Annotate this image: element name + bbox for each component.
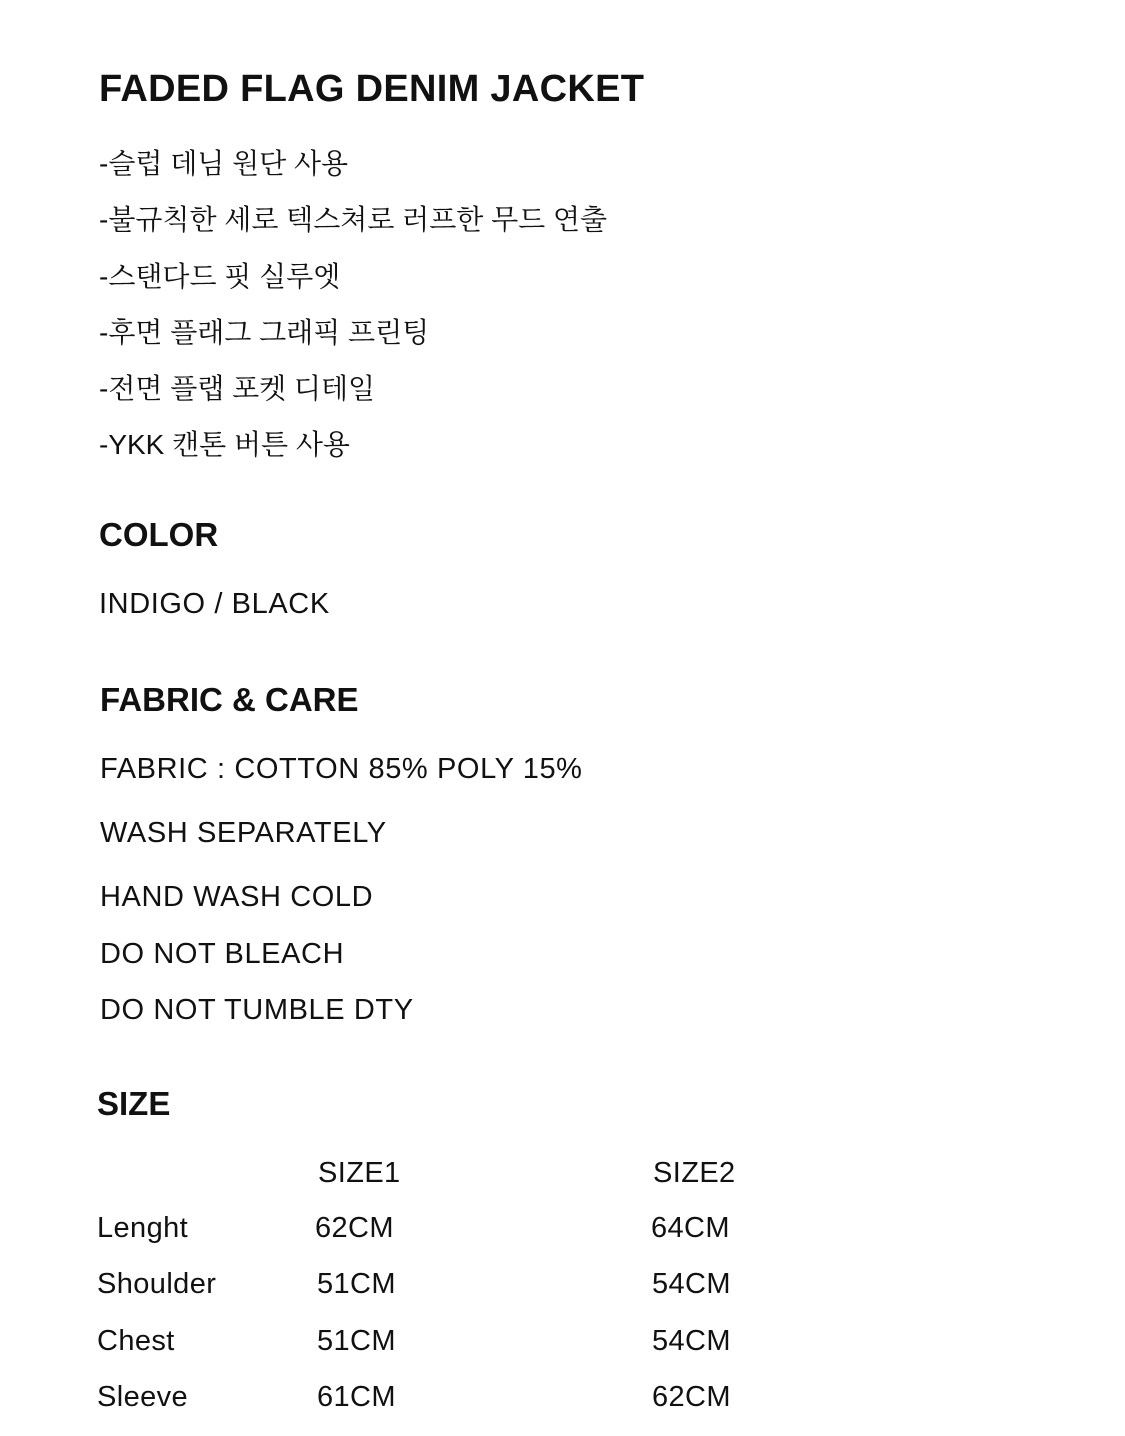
size-value: 51CM xyxy=(317,1268,396,1300)
feature-line: -불규칙한 세로 텍스쳐로 러프한 무드 연출 xyxy=(99,204,608,235)
fabric-care-heading: FABRIC & CARE xyxy=(100,681,359,718)
care-line: HAND WASH COLD xyxy=(100,881,374,913)
feature-line: -슬럽 데님 원단 사용 xyxy=(99,148,349,179)
feature-line: -YKK 캔톤 버튼 사용 xyxy=(99,429,350,460)
size-row-label: Sleeve xyxy=(97,1381,189,1413)
size-value: 61CM xyxy=(317,1381,396,1413)
feature-line: -스탠다드 핏 실루엣 xyxy=(99,261,341,292)
size-row-label: Chest xyxy=(97,1325,175,1357)
care-line: DO NOT TUMBLE DTY xyxy=(100,994,414,1026)
size-column-header: SIZE2 xyxy=(653,1157,736,1189)
size-row-label: Shoulder xyxy=(97,1268,217,1300)
size-value: 51CM xyxy=(317,1325,396,1357)
color-value: INDIGO / BLACK xyxy=(99,588,330,620)
size-value: 62CM xyxy=(652,1381,731,1413)
size-value: 54CM xyxy=(652,1325,731,1357)
feature-line: -후면 플래그 그래픽 프린팅 xyxy=(99,317,430,348)
size-value: 64CM xyxy=(651,1212,730,1244)
size-value: 62CM xyxy=(315,1212,394,1244)
care-line: DO NOT BLEACH xyxy=(100,938,345,970)
feature-line: -전면 플랩 포켓 디테일 xyxy=(99,373,376,404)
size-column-header: SIZE1 xyxy=(318,1157,401,1189)
size-value: 54CM xyxy=(652,1268,731,1300)
fabric-line: FABRIC : COTTON 85% POLY 15% xyxy=(100,753,583,785)
color-heading: COLOR xyxy=(99,516,219,553)
size-row-label: Lenght xyxy=(97,1212,189,1244)
size-heading: SIZE xyxy=(97,1085,171,1122)
care-line: WASH SEPARATELY xyxy=(100,817,387,849)
product-title: FADED FLAG DENIM JACKET xyxy=(99,68,645,110)
